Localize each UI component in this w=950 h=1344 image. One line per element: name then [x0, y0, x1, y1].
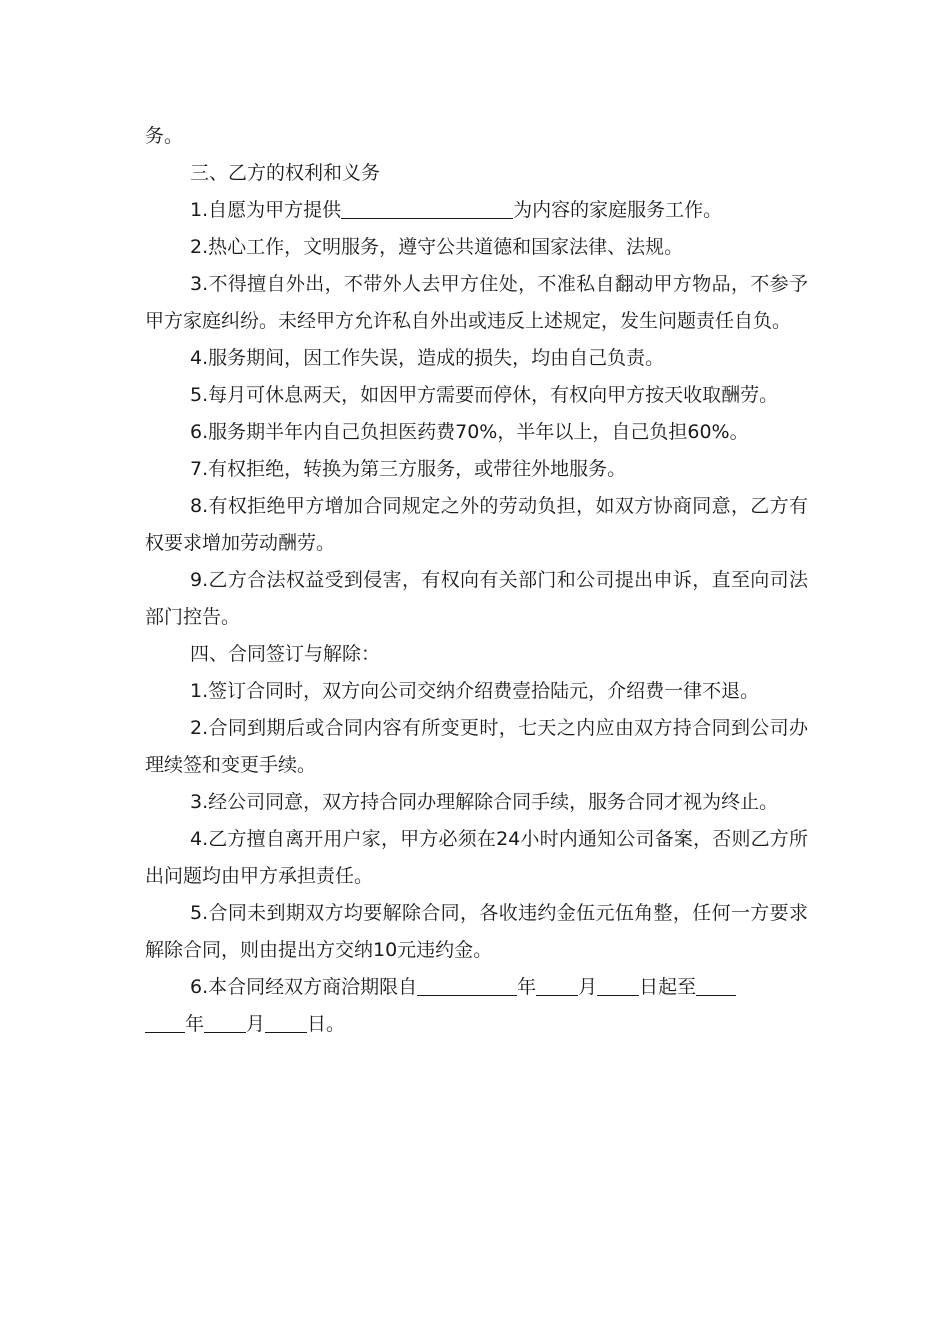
item-text: 为内容的家庭服务工作。	[513, 199, 723, 221]
label-day: 日。	[307, 1013, 346, 1035]
section-heading-4: 四、合同签订与解除：	[190, 643, 381, 665]
fill-blank-day-end	[265, 1012, 307, 1033]
document-body	[145, 118, 808, 1043]
paragraph-item-3-1	[145, 192, 808, 229]
paragraph-item-3-4: 4.服务期间，因工作失误，造成的损失，均由自己负责。	[190, 347, 665, 369]
paragraph-item-3-6: 6.服务期半年内自己负担医药费70%，半年以上，自己负担60%。	[190, 421, 749, 443]
section-heading-3: 三、乙方的权利和义务	[190, 162, 381, 184]
paragraph-item-4-5: 5.合同未到期双方均要解除合同，各收违约金伍元伍角整，任何一方要求解除合同，则由提出方交纳10元违约金。	[145, 902, 808, 961]
label-year: 年	[185, 1013, 205, 1035]
paragraph-item-3-2: 2.热心工作，文明服务，遵守公共道德和国家法律、法规。	[190, 236, 684, 258]
fill-blank	[341, 198, 513, 219]
paragraph-item-3-9: 9.乙方合法权益受到侵害，有权向有关部门和公司提出申诉，直至向司法部门控告。	[145, 569, 808, 628]
label-year: 年	[517, 976, 537, 998]
paragraph-item-3-7: 7.有权拒绝，转换为第三方服务，或带往外地服务。	[190, 458, 627, 480]
paragraph-item-4-6	[145, 969, 808, 1043]
fill-blank-year-start	[417, 975, 517, 996]
fill-blank-month-start	[536, 975, 578, 996]
fill-blank-year-end-part2	[145, 1012, 185, 1033]
paragraph-continuation: 务。	[145, 125, 184, 147]
paragraph-item-4-3: 3.经公司同意，双方持合同办理解除合同手续，服务合同才视为终止。	[190, 791, 779, 813]
fill-blank-year-end-part1	[696, 975, 736, 996]
item-text: 6.本合同经双方商洽期限自	[190, 976, 418, 998]
fill-blank-month-end	[204, 1012, 246, 1033]
paragraph-item-4-1: 1.签订合同时，双方向公司交纳介绍费壹拾陆元，介绍费一律不退。	[190, 680, 760, 702]
paragraph-item-3-8: 8.有权拒绝甲方增加合同规定之外的劳动负担，如双方协商同意，乙方有权要求增加劳动酬劳。	[145, 495, 808, 554]
fill-blank-day-start	[597, 975, 639, 996]
paragraph-item-4-4: 4.乙方擅自离开用户家，甲方必须在24小时内通知公司备案，否则乙方所出问题均由甲方承担责任。	[145, 828, 808, 887]
paragraph-item-3-5: 5.每月可休息两天，如因甲方需要而停休，有权向甲方按天收取酬劳。	[190, 384, 779, 406]
paragraph-item-4-2: 2.合同到期后或合同内容有所变更时，七天之内应由双方持合同到公司办理续签和变更手续。	[145, 717, 808, 776]
paragraph-item-3-3: 3.不得擅自外出，不带外人去甲方住处，不准私自翻动甲方物品，不参予甲方家庭纠纷。未经甲方允许私自外出或违反上述规定，发生问题责任自负。	[145, 273, 808, 332]
item-text: 1.自愿为甲方提供	[190, 199, 342, 221]
label-day: 日起至	[639, 976, 697, 998]
label-month: 月	[246, 1013, 266, 1035]
label-month: 月	[578, 976, 598, 998]
